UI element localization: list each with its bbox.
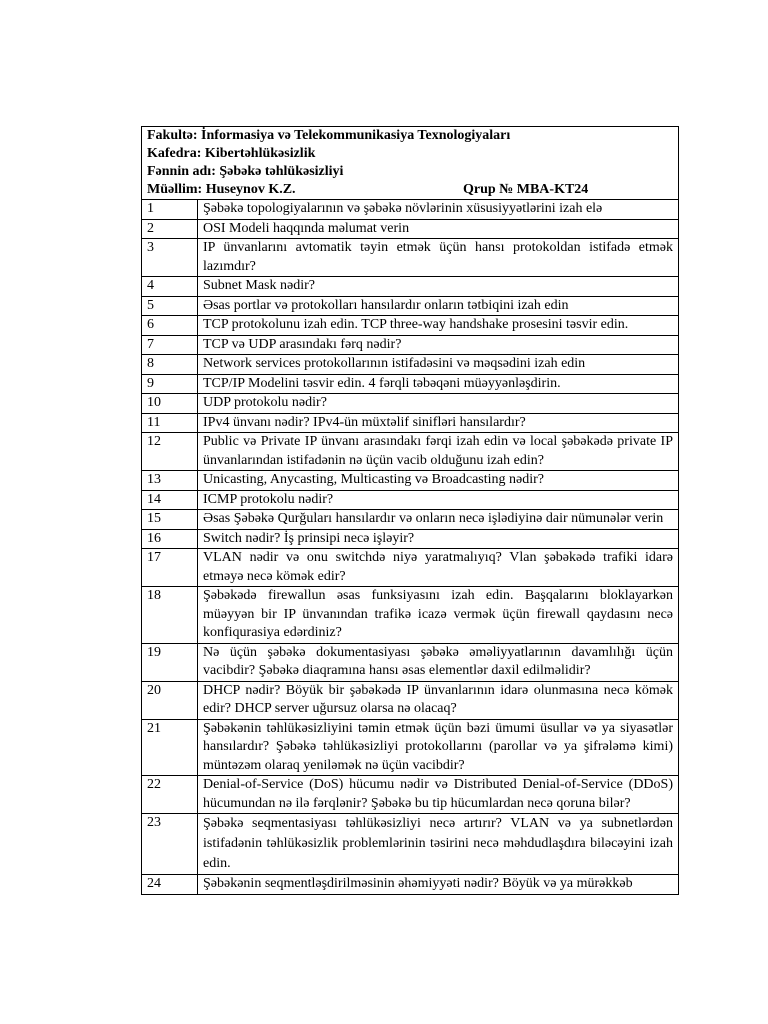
question-number: 14 bbox=[142, 490, 198, 510]
question-row bbox=[142, 394, 679, 414]
question-number: 15 bbox=[142, 510, 198, 530]
question-number: 5 bbox=[142, 296, 198, 316]
question-row bbox=[142, 510, 679, 530]
question-text: Şəbəkənin təhlükəsizliyini təmin etmək üçün bəzi ümumi üsullar və ya siyasətlər hansılardır? Şəbəkə təhlükəsizliyi protokollarını (parollar və ya şifrələmə kimi) müntəzəm olaraq yeniləmək nə üçün vacibdir? bbox=[198, 719, 679, 776]
question-text: OSI Modeli haqqında məlumat verin bbox=[198, 219, 679, 239]
question-text: Əsas portlar və protokolları hansılardır onların tətbiqini izah edin bbox=[198, 296, 679, 316]
header-row bbox=[142, 127, 679, 200]
question-row bbox=[142, 219, 679, 239]
question-text: UDP protokolu nədir? bbox=[198, 394, 679, 414]
question-row bbox=[142, 814, 679, 875]
question-row bbox=[142, 643, 679, 681]
question-text: TCP və UDP arasındakı fərq nədir? bbox=[198, 335, 679, 355]
question-row bbox=[142, 875, 679, 895]
question-text: Şəbəkənin seqmentləşdirilməsinin əhəmiyyəti nədir? Böyük və ya mürəkkəb bbox=[198, 875, 679, 895]
question-number: 9 bbox=[142, 374, 198, 394]
question-row bbox=[142, 587, 679, 644]
question-row bbox=[142, 776, 679, 814]
question-row bbox=[142, 413, 679, 433]
question-row bbox=[142, 277, 679, 297]
question-number: 8 bbox=[142, 355, 198, 375]
question-number: 3 bbox=[142, 239, 198, 277]
question-text: TCP/IP Modelini təsvir edin. 4 fərqli təbəqəni müəyyənləşdirin. bbox=[198, 374, 679, 394]
question-number: 16 bbox=[142, 529, 198, 549]
question-text: Şəbəkə topologiyalarının və şəbəkə növlərinin xüsusiyyətlərini izah elə bbox=[198, 200, 679, 220]
question-number: 1 bbox=[142, 200, 198, 220]
question-number: 6 bbox=[142, 316, 198, 336]
question-row bbox=[142, 296, 679, 316]
question-row bbox=[142, 239, 679, 277]
teacher-label: Müəllim: Huseynov K.Z. bbox=[147, 182, 296, 197]
question-text: Şəbəkə seqmentasiyası təhlükəsizliyi necə artırır? VLAN və ya subnetlərdən istifadənin təhlükəsizlik problemlərinin təsirini necə məhdudlaşdıra biləcəyini izah edin. bbox=[198, 814, 679, 875]
question-row bbox=[142, 529, 679, 549]
question-text: Unicasting, Anycasting, Multicasting və Broadcasting nədir? bbox=[198, 471, 679, 491]
question-number: 12 bbox=[142, 433, 198, 471]
question-number: 11 bbox=[142, 413, 198, 433]
question-text: TCP protokolunu izah edin. TCP three-way handshake prosesini təsvir edin. bbox=[198, 316, 679, 336]
question-number: 17 bbox=[142, 549, 198, 587]
question-number: 7 bbox=[142, 335, 198, 355]
question-number: 23 bbox=[142, 814, 198, 875]
question-number: 22 bbox=[142, 776, 198, 814]
question-text: Subnet Mask nədir? bbox=[198, 277, 679, 297]
teacher-group-line bbox=[147, 181, 673, 199]
question-number: 18 bbox=[142, 587, 198, 644]
question-number: 19 bbox=[142, 643, 198, 681]
question-row bbox=[142, 549, 679, 587]
question-text: Switch nədir? İş prinsipi necə işləyir? bbox=[198, 529, 679, 549]
faculty-line: Fakultə: İnformasiya və Telekommunikasiya Texnologiyaları bbox=[147, 128, 511, 143]
question-row bbox=[142, 433, 679, 471]
group-label: Qrup № MBA-KT24 bbox=[463, 182, 589, 197]
question-text: IP ünvanlarını avtomatik təyin etmək üçün hansı protokoldan istifadə etmək lazımdır? bbox=[198, 239, 679, 277]
question-text: Nə üçün şəbəkə dokumentasiyası şəbəkə əməliyyatlarının davamlılığı üçün vacibdir? Şəbəkə diaqramına hansı əsas elementlər daxil edilməlidir? bbox=[198, 643, 679, 681]
question-row bbox=[142, 316, 679, 336]
question-number: 13 bbox=[142, 471, 198, 491]
question-text: DHCP nədir? Böyük bir şəbəkədə IP ünvanlarının idarə olunmasına necə kömək edir? DHCP server uğursuz olarsa nə olacaq? bbox=[198, 681, 679, 719]
question-row bbox=[142, 719, 679, 776]
subject-line: Fənnin adı: Şəbəkə təhlükəsizliyi bbox=[147, 164, 344, 179]
question-text: Denial-of-Service (DoS) hücumu nədir və Distributed Denial-of-Service (DDoS) hücumundan nə ilə fərqlənir? Şəbəkə bu tip hücumlardan necə qoruna bilər? bbox=[198, 776, 679, 814]
questions-table bbox=[141, 126, 679, 895]
question-text: VLAN nədir və onu switchdə niyə yaratmalıyıq? Vlan şəbəkədə trafiki idarə etməyə necə kömək edir? bbox=[198, 549, 679, 587]
question-text: Network services protokollarının istifadəsini və məqsədini izah edin bbox=[198, 355, 679, 375]
question-row bbox=[142, 355, 679, 375]
question-row bbox=[142, 335, 679, 355]
question-row bbox=[142, 490, 679, 510]
question-text: Public və Private IP ünvanı arasındakı fərqi izah edin və local şəbəkədə private IP ünvanlarından istifadənin nə üçün vacib olduğunu izah edin? bbox=[198, 433, 679, 471]
question-row bbox=[142, 200, 679, 220]
question-text: Şəbəkədə firewallun əsas funksiyasını izah edin. Başqalarını bloklayarkən müəyyən bir IP ünvanından trafikə icazə vermək üçün firewall qaydasını necə konfiqurasiya edərdiniz? bbox=[198, 587, 679, 644]
question-number: 21 bbox=[142, 719, 198, 776]
question-number: 24 bbox=[142, 875, 198, 895]
question-row bbox=[142, 681, 679, 719]
question-row bbox=[142, 374, 679, 394]
question-number: 20 bbox=[142, 681, 198, 719]
question-number: 10 bbox=[142, 394, 198, 414]
question-text: Əsas Şəbəkə Qurğuları hansılardır və onların necə işlədiyinə dair nümunələr verin bbox=[198, 510, 679, 530]
question-number: 2 bbox=[142, 219, 198, 239]
question-number: 4 bbox=[142, 277, 198, 297]
department-line: Kafedra: Kibertəhlükəsizlik bbox=[147, 146, 316, 161]
question-text: IPv4 ünvanı nədir? IPv4-ün müxtəlif sinifləri hansılardır? bbox=[198, 413, 679, 433]
question-row bbox=[142, 471, 679, 491]
question-text: ICMP protokolu nədir? bbox=[198, 490, 679, 510]
header-cell bbox=[142, 127, 679, 200]
